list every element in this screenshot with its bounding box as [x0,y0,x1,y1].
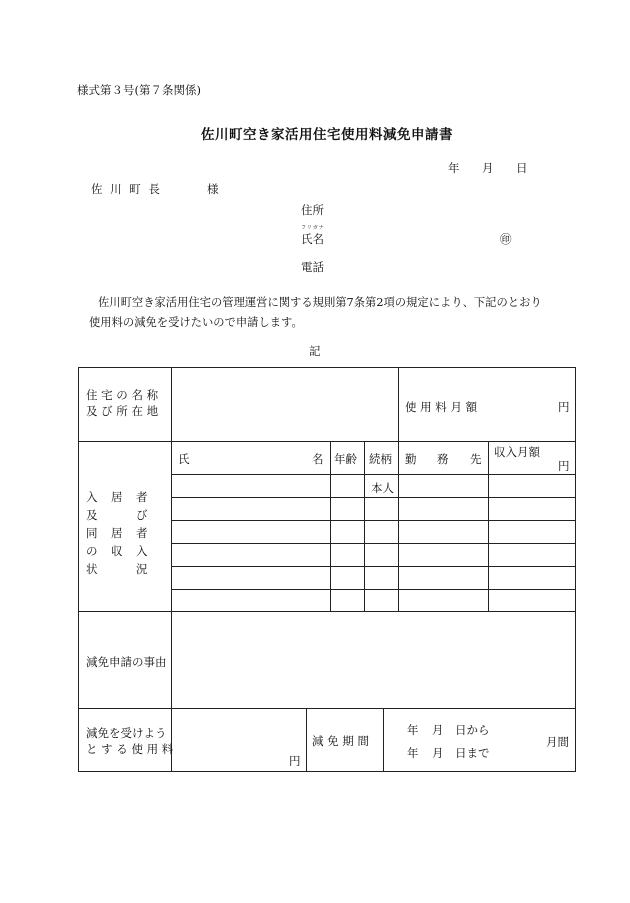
col-work-2: 務 [437,452,449,466]
residents-label-1: 入 居 者 [86,490,149,504]
address-label: 住所 [301,203,324,217]
residents-label-2: 及 び [86,508,149,522]
date-year: 年 [448,161,460,175]
period-months: 月間 [546,735,569,749]
name-label: 氏名 [301,232,324,246]
date-month: 月 [482,161,494,175]
monthly-fee-yen: 円 [558,400,570,414]
residents-label-3: 同 居 者 [86,526,149,540]
addressee-sama: 様 [207,182,219,196]
period-to-month: 月 [432,746,444,760]
period-from-month: 月 [432,723,444,737]
col-name-2: 名 [312,452,324,466]
period-to-year: 年 [407,746,419,760]
reduced-fee-label-1: 減免を受けよう [86,726,167,740]
col-relation: 続柄 [369,452,392,466]
addressee-town-head: 佐 川 町 長 [91,182,162,196]
period-to-day: 日まで [455,746,490,760]
body-line-1: 佐川町空き家活用住宅の管理運営に関する規則第7条第2項の規定により、下記のとおり [98,296,542,309]
phone-label: 電話 [301,260,324,274]
date-day: 日 [516,161,528,175]
col-income: 収入月額 [494,445,540,459]
col-age: 年齢 [334,452,357,466]
reduced-fee-yen: 円 [289,754,301,768]
relation-self: 本人 [371,481,394,495]
reduced-fee-label-2: と す る 使 用 料 [86,742,174,756]
house-name-label-2: 及 び 所 在 地 [86,404,159,418]
house-name-label-1: 住 宅 の 名 称 [86,388,159,402]
seal-mark: ㊞ [500,232,512,246]
period-from-day: 日から [455,723,490,737]
col-income-yen: 円 [558,459,570,473]
body-line-2: 使用料の減免を受けたいので申請します。 [89,316,303,329]
furigana-label: フリガナ [301,225,325,231]
col-work-3: 先 [470,452,482,466]
form-number: 様式第３号(第７条関係) [77,83,201,97]
residents-label-5: 状 況 [86,562,149,576]
col-work-1: 勤 [405,452,417,466]
monthly-fee-label: 使 用 料 月 額 [405,400,478,414]
period-label: 減 免 期 間 [312,734,369,748]
residents-label-4: の 収 入 [86,544,149,558]
period-from-year: 年 [407,723,419,737]
document-title: 佐川町空き家活用住宅使用料減免申請書 [201,127,453,143]
col-name-1: 氏 [178,452,190,466]
reason-label: 減免申請の事由 [86,655,167,669]
ki-label: 記 [309,344,321,358]
